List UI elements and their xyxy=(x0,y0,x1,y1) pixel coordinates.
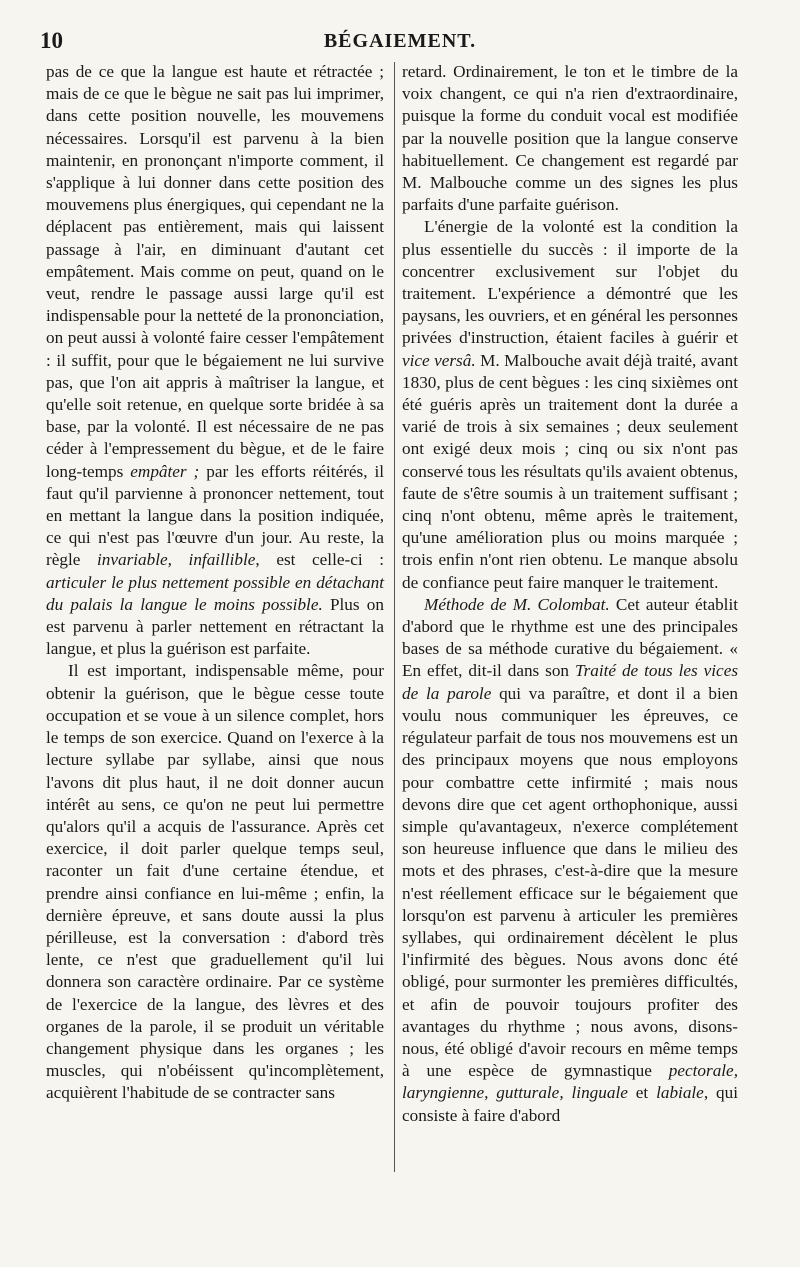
text-run: M. Malbouche avait déjà traité, avant 1830, plus de cent bègues : les cinq sixièmes ont été guéris après un traitement dont la durée a varié de trois à six semaines ; deux seulement ont exigé deux mois ; cinq ou six n'ont pas conservé tous les résultats qu'ils avaient obtenus, faute de s'être soumis à un traitement suffisant ; cinq n'ont obtenu, même après le traitement, qu'une amélioration plus ou moins marquée ; trois enfin n'ont rien obtenu. Le manque absolu de confiance peut faire manquer le traitement. xyxy=(402,350,738,592)
section-heading: Méthode de M. Colombat. xyxy=(424,594,610,614)
italic-text: Traité de tous les vices de la parole xyxy=(402,661,739,703)
paragraph xyxy=(402,216,738,593)
italic-text: labiale xyxy=(656,1083,704,1103)
italic-text: articuler le plus nettement possible en détachant du palais la langue le moins possible. xyxy=(46,572,384,614)
text-run: Cet auteur établit d'abord que le rhythme est une des principales bases de sa méthode curative du bégaiement. « En effet, dit-il dans son xyxy=(402,594,739,681)
italic-text: vice versâ. xyxy=(402,350,476,370)
text-run: , est celle-ci : xyxy=(255,550,384,570)
left-column xyxy=(46,61,384,1105)
text-run: qui va paraître, et dont il a bien voulu nous communiquer les épreuves, ce régulateur parfait de tous nos mouvemens est un des principaux moyens que nous employons pour combattre cette infirmité ; mais nous devons dire que cet agent orthophonique, aussi simple qu'avantageux, n'exerce complétement son heureuse influence que dans le milieu des mots et des phrases, c'est-à-dire que la mesure n'est réellement efficace sur le bégaiement que lorsqu'on est parvenu à articuler les premières syllabes, qui ordinairement décèlent le plus l'infirmité des bègues. Nous avons donc été obligé, pour surmonter les premières difficultés, et afin de pouvoir toujours profiter des avantages du rhythme ; nous avons, disons-nous, été obligé d'avoir recours en même temps à une espèce de gymnastique xyxy=(402,683,738,1081)
column-divider xyxy=(394,62,395,1172)
paragraph: Il est important, indispensable même, pour obtenir la guérison, que le bègue cesse toute occupation et se voue à un silence complet, hors le temps de son exercice. Quand on l'exerce à la lecture syllabe par syllabe, ainsi que nous l'avons dit plus haut, il ne doit donner aucun intérêt au sens, ce qu'on ne peut lui permettre qu'alors qu'il a acquis de l'assurance. Après cet exercice, il doit parler quelque temps seul, raconter un fait d'une certaine étendue, et prendre ainsi confiance en lui-même ; enfin, la dernière épreuve, et sans doute aussi la plus périlleuse, est la conversation : d'abord très lente, ce n'est que graduellement qu'il lui donnera son caractère ordinaire. Par ce système de l'exercice de la langue, des lèvres et des organes de la parole, il se produit un véritable changement physique dans les organes ; les muscles, qui n'obéissent qu'incomplètement, acquièrent l'habitude de se contracter sans xyxy=(46,661,384,1103)
italic-text: pectorale, laryngienne, gutturale, linguale xyxy=(402,1061,738,1103)
text-run: Plus on est parvenu à parler nettement en rétractant la langue, et plus la guérison est parfaite. xyxy=(46,594,384,659)
paragraph xyxy=(46,61,384,660)
text-run: , qui consiste à faire d'abord xyxy=(402,1083,738,1125)
paragraph: retard. Ordinairement, le ton et le timbre de la voix changent, ce qui n'a rien d'extraordinaire, puisque la forme du conduit vocal est modifiée par la nouvelle position que la langue conserve habituellement. Ce changement est regardé par M. Malbouche comme un des signes les plus parfaits d'une parfaite guérison. xyxy=(402,62,738,215)
text-run: L'énergie de la volonté est la condition la plus essentielle du succès : il importe de la concentrer exclusivement sur l'objet du traitement. L'expérience a démontré que les paysans, les ouvriers, et en général les personnes privées d'instruction, étaient faciles à guérir et xyxy=(402,217,738,348)
italic-text: invariable, infaillible xyxy=(96,550,256,570)
paragraph xyxy=(402,594,738,1127)
text-run: par les efforts réitérés, il faut qu'il parvienne à prononcer nettement, tout en mettant la langue dans la position indiquée, ce qui n'est pas l'œuvre d'un jour. Au reste, la règle xyxy=(46,461,385,570)
page-header xyxy=(40,28,760,58)
text-run: et xyxy=(635,1083,649,1103)
right-column xyxy=(402,61,738,1127)
page-number: 10 xyxy=(40,28,63,53)
italic-text: empâter ; xyxy=(130,461,200,481)
text-run: pas de ce que la langue est haute et rétractée ; mais de ce que le bègue ne sait pas lui imprimer, dans cette position nouvelle, les mouvemens nécessaires. Lorsqu'il est parvenu à la bien maintenir, en prononçant n'importe comment, il s'applique à lui donner dans cette position des mouvemens plus énergiques, qui cependant ne la déplacent pas entièrement, mais qui laissent passage à l'air, en diminuant d'autant cet empâtement. Mais comme on peut, quand on le veut, rendre le passage aussi large qu'il est indispensable pour la netteté de la prononciation, on peut aussi à volonté faire cesser l'empâtement : il suffit, pour que le bégaiement ne lui survive pas, que l'on ait appris à maîtriser la langue, et qu'elle soit retenue, en quelque sorte bridée à sa base, par la volonté. Il est nécessaire de ne pas céder à l'empressement du bègue, et de le faire long-temps xyxy=(46,62,384,481)
running-title: BÉGAIEMENT. xyxy=(323,30,477,52)
